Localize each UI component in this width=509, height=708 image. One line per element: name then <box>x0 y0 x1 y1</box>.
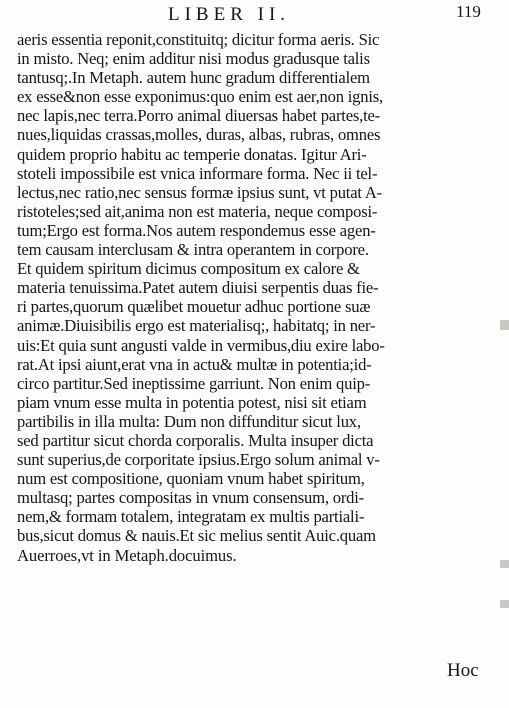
text-line: tem causam interclusam & intra operantem in corpore. <box>17 240 369 260</box>
text-line: nues,liquidas crassas,molles, duras, albas, rubras, omnes <box>17 125 381 145</box>
catchword: Hoc <box>447 660 479 681</box>
text-line: materia tenuissima.Patet autem diuisi serpentis duas fie- <box>17 278 379 298</box>
text-line: multasq; partes compositas in vnum consensum, ordi- <box>17 488 364 508</box>
text-line: sunt superius,de corporitate ipsius.Ergo solum animal v- <box>17 450 380 470</box>
text-line: in misto. Neq; enim additur nisi modus gradusque talis <box>17 49 370 69</box>
text-line: aeris essentia reponit,constituitq; dicitur forma aeris. Sic <box>17 30 380 49</box>
text-line: tum;Ergo est forma.Nos autem respondemus esse agen- <box>17 220 376 240</box>
running-title: LIBER II. <box>168 4 291 25</box>
text-line: circo partitur.Sed ineptissime garriunt. Non enim quip- <box>17 373 371 393</box>
page-edge-shadow <box>500 600 509 608</box>
page-edge-shadow <box>500 320 509 330</box>
text-line: partibilis in illa multa: Dum non diffunditur sicut lux, <box>17 411 361 431</box>
text-line: ex esse&non esse exponimus:quo enim est aer,non ignis, <box>17 87 383 107</box>
text-line: Auerroes,vt in Metaph.docuimus. <box>17 545 237 565</box>
text-line: uis:Et quia sunt angusti valde in vermibus,diu exire labo- <box>17 335 385 355</box>
running-head <box>0 2 509 28</box>
text-line: nec lapis,nec terra.Porro animal diuersas habet partes,te- <box>17 106 380 126</box>
text-line: Et quidem spiritum dicimus compositum ex calore & <box>17 259 360 279</box>
text-line: stoteli impossibile est vnica informare forma. Nec ii tel- <box>17 163 378 183</box>
text-line: tantusq;.In Metaph. autem hunc gradum differentialem <box>17 68 370 88</box>
text-line: bus,sicut domus & nauis.Et sic melius sentit Auic.quam <box>17 526 376 546</box>
text-line: piam vnum esse multa in potentia potest, nisi sit etiam <box>17 392 367 412</box>
text-line: quidem proprio habitu ac temperie donatas. Igitur Ari- <box>17 144 367 164</box>
text-line: num est compositione, quoniam vnum habet spiritum, <box>17 469 365 489</box>
text-line: animæ.Diuisibilis ergo est materialisq;, habitatq; in ner- <box>17 316 376 336</box>
text-line: lectus,nec ratio,nec sensus formæ ipsius sunt, vt putat A- <box>17 182 382 202</box>
text-line: ristoteles;sed ait,anima non est materia, neque composi- <box>17 201 378 221</box>
text-line: sed partitur sicut chorda corporalis. Multa insuper dicta <box>17 430 374 450</box>
text-line: rat.At ipsi aiunt,erat vna in actu& multæ in potentia;id- <box>17 354 372 374</box>
text-line: nem,& formam totalem, integratam ex multis partiali- <box>17 507 365 527</box>
body-text <box>17 30 487 565</box>
page-number: 119 <box>456 2 481 21</box>
page-edge-shadow <box>500 560 509 568</box>
text-line: ri partes,quorum quælibet mouetur adhuc portione suæ <box>17 297 371 317</box>
